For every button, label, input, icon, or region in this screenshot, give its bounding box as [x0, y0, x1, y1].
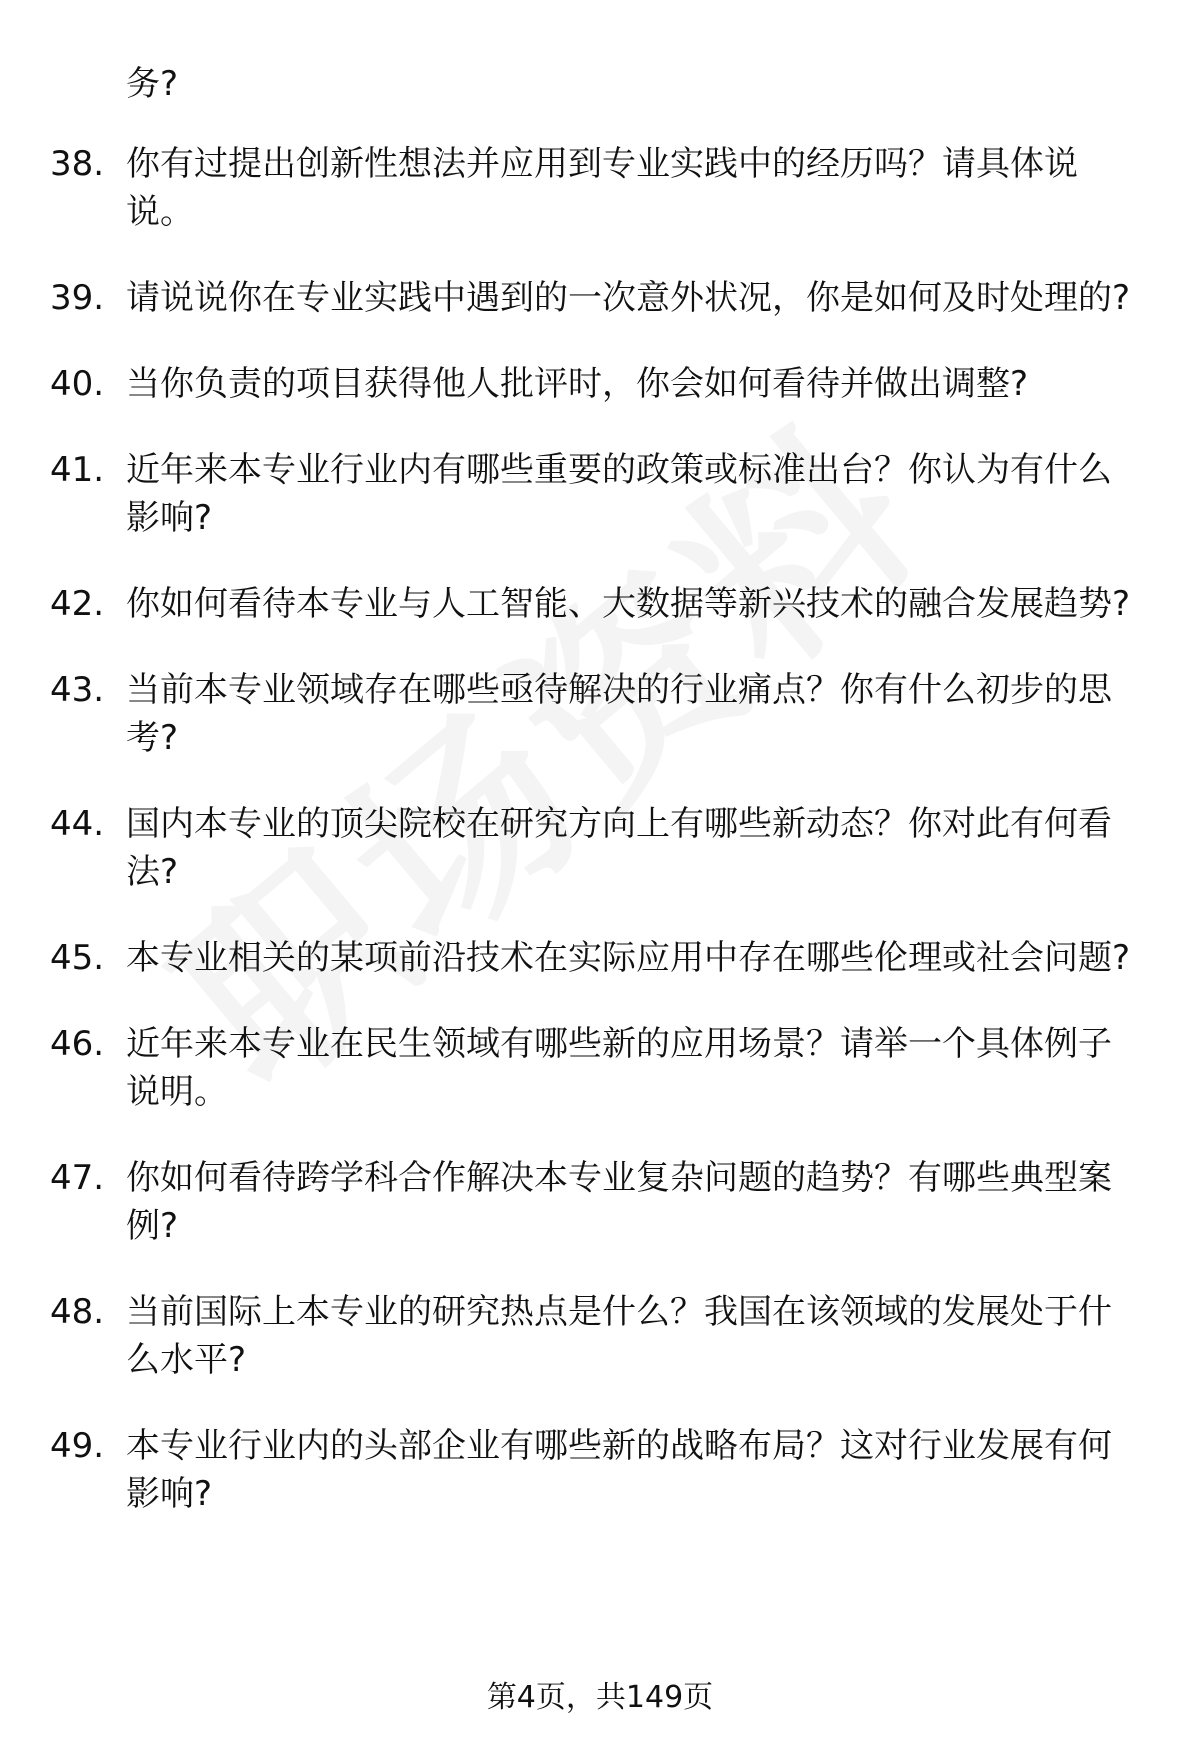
- question-item: [50, 1288, 1150, 1384]
- question-number: 47.: [50, 1158, 105, 1198]
- question-number: 43.: [50, 670, 105, 710]
- question-number: 39.: [50, 278, 105, 318]
- question-text: 当前国际上本专业的研究热点是什么？我国在该领域的发展处于什么水平?: [126, 1292, 1112, 1380]
- page-footer: 第4页，共149页: [486, 1680, 714, 1715]
- question-number: 46.: [50, 1024, 105, 1064]
- question-text: 本专业相关的某项前沿技术在实际应用中存在哪些伦理或社会问题?: [126, 938, 1131, 978]
- question-number: 38.: [50, 144, 105, 184]
- question-text: 请说说你在专业实践中遇到的一次意外状况，你是如何及时处理的?: [126, 278, 1131, 318]
- question-item: [50, 1020, 1150, 1116]
- question-number: 40.: [50, 364, 105, 404]
- question-item: [50, 1154, 1150, 1250]
- question-number: 44.: [50, 804, 105, 844]
- question-item: [50, 666, 1150, 762]
- question-text: 近年来本专业行业内有哪些重要的政策或标准出台？你认为有什么影响?: [126, 450, 1112, 538]
- question-number: 45.: [50, 938, 105, 978]
- question-item: [50, 446, 1150, 542]
- question-text: 国内本专业的顶尖院校在研究方向上有哪些新动态？你对此有何看法?: [126, 804, 1112, 892]
- question-number: 49.: [50, 1426, 105, 1466]
- question-text: 当你负责的项目获得他人批评时，你会如何看待并做出调整?: [126, 364, 1029, 404]
- question-number: 41.: [50, 450, 105, 490]
- question-text: 你如何看待跨学科合作解决本专业复杂问题的趋势？有哪些典型案例?: [126, 1158, 1112, 1246]
- question-item: [50, 360, 1150, 408]
- question-text: 你如何看待本专业与人工智能、大数据等新兴技术的融合发展趋势?: [126, 584, 1131, 624]
- question-list: [50, 140, 1150, 1556]
- question-text: 当前本专业领域存在哪些亟待解决的行业痛点？你有什么初步的思考?: [126, 670, 1112, 758]
- question-item: [50, 1422, 1150, 1518]
- question-item: [50, 580, 1150, 628]
- continuation-text: 务?: [126, 64, 179, 104]
- question-text: 你有过提出创新性想法并应用到专业实践中的经历吗？请具体说说。: [126, 144, 1078, 232]
- question-number: 42.: [50, 584, 105, 624]
- question-text: 本专业行业内的头部企业有哪些新的战略布局？这对行业发展有何影响?: [126, 1426, 1112, 1514]
- question-text: 近年来本专业在民生领域有哪些新的应用场景？请举一个具体例子说明。: [126, 1024, 1112, 1112]
- question-item: [50, 934, 1150, 982]
- question-item: [50, 800, 1150, 896]
- question-item: [50, 140, 1150, 236]
- question-item: [50, 274, 1150, 322]
- question-number: 48.: [50, 1292, 105, 1332]
